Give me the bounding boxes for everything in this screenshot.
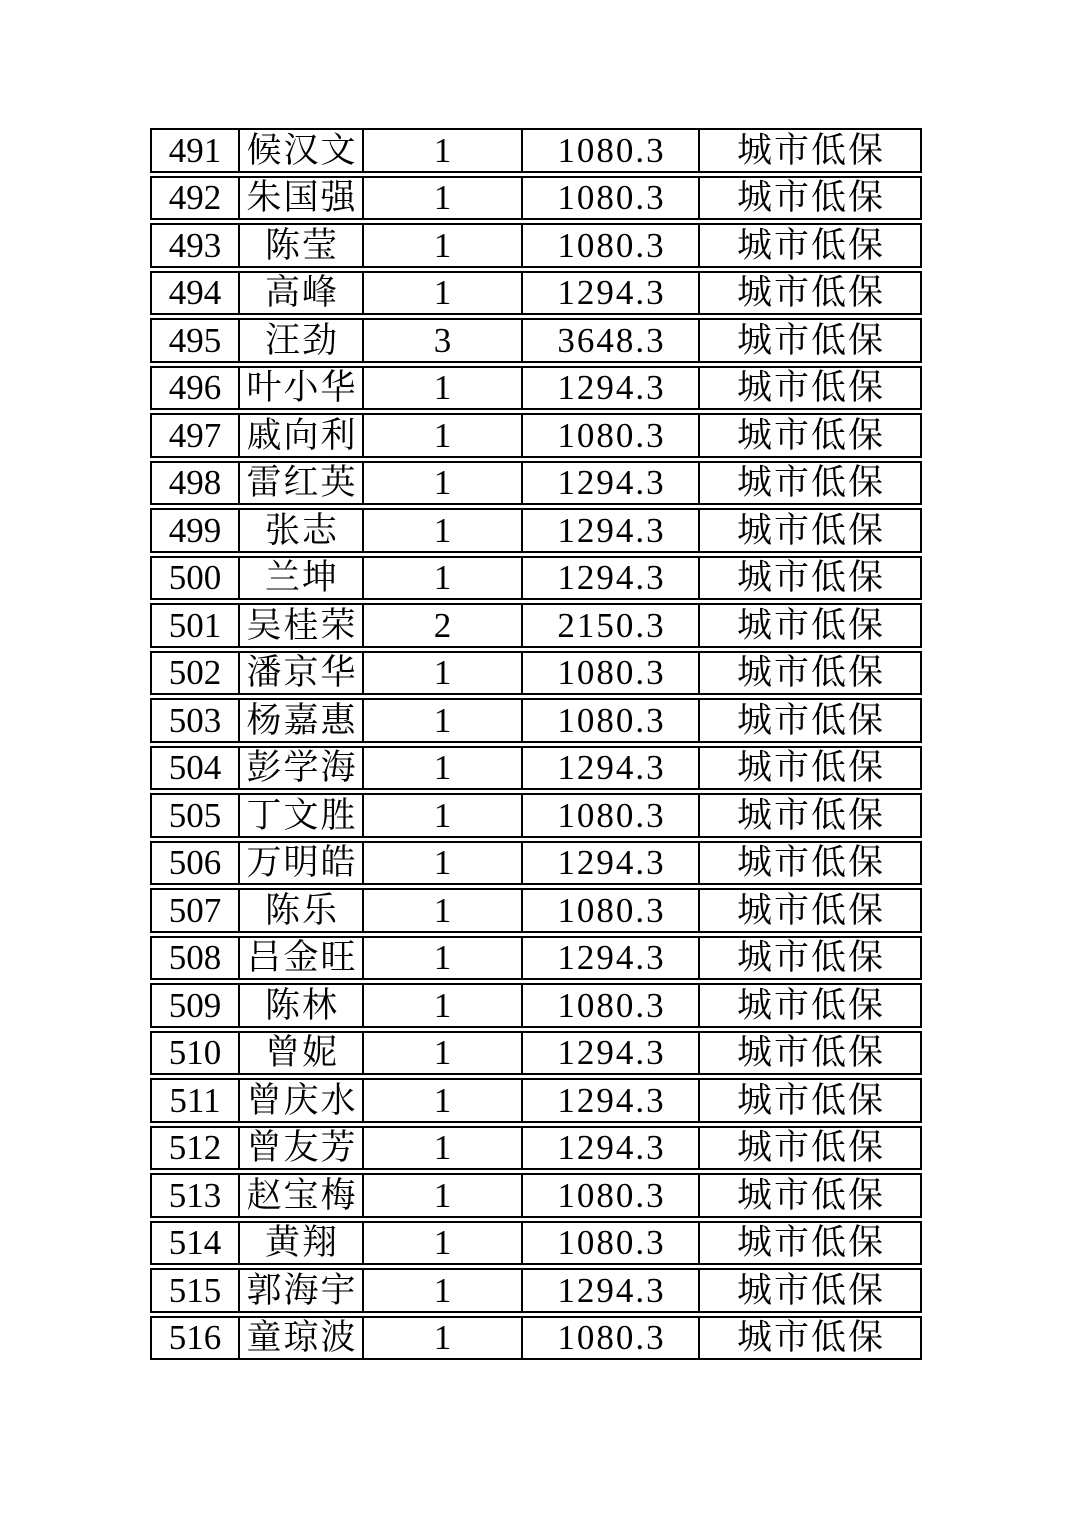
cell-category: 城市低保 [698, 653, 920, 694]
cell-amount: 1080.3 [521, 653, 698, 694]
cell-amount: 1080.3 [521, 178, 698, 219]
cell-category: 城市低保 [698, 843, 920, 884]
cell-person-name: 汪劲 [238, 320, 362, 361]
cell-amount: 1080.3 [521, 130, 698, 171]
cell-category: 城市低保 [698, 225, 920, 266]
cell-person-count: 1 [362, 985, 521, 1026]
cell-serial-number: 495 [168, 320, 222, 360]
cell-person-count: 1 [362, 890, 521, 931]
cell-category: 城市低保 [698, 1318, 920, 1359]
table-row [150, 793, 922, 838]
table-row [150, 128, 922, 173]
cell-category: 城市低保 [698, 985, 920, 1026]
cell-amount: 1294.3 [521, 1128, 698, 1169]
cell-amount: 1080.3 [521, 1175, 698, 1216]
cell-person-count: 1 [362, 510, 521, 551]
cell-person-name: 兰坤 [238, 558, 362, 599]
cell-serial-number: 514 [168, 1223, 222, 1263]
cell-amount: 1080.3 [521, 890, 698, 931]
cell-person-count: 1 [362, 1175, 521, 1216]
cell-person-name: 潘京华 [238, 653, 362, 694]
cell-category: 城市低保 [698, 1128, 920, 1169]
cell-amount: 1294.3 [521, 463, 698, 504]
cell-serial-number: 499 [168, 510, 222, 550]
table-row [150, 936, 922, 981]
cell-person-count: 1 [362, 178, 521, 219]
cell-amount: 1294.3 [521, 748, 698, 789]
cell-category: 城市低保 [698, 320, 920, 361]
cell-serial-number: 508 [168, 938, 222, 978]
cell-person-count: 1 [362, 700, 521, 741]
cell-person-count: 1 [362, 1223, 521, 1264]
cell-person-count: 1 [362, 273, 521, 314]
cell-person-count: 2 [362, 605, 521, 646]
cell-category: 城市低保 [698, 273, 920, 314]
cell-category: 城市低保 [698, 510, 920, 551]
table-row [150, 366, 922, 411]
cell-amount: 1294.3 [521, 1270, 698, 1311]
cell-person-count: 1 [362, 795, 521, 836]
table-row [150, 1078, 922, 1123]
cell-amount: 1080.3 [521, 985, 698, 1026]
table-row [150, 1173, 922, 1218]
cell-category: 城市低保 [698, 938, 920, 979]
cell-person-count: 1 [362, 463, 521, 504]
cell-person-name: 雷红英 [238, 463, 362, 504]
cell-category: 城市低保 [698, 748, 920, 789]
cell-amount: 1294.3 [521, 1033, 698, 1074]
cell-serial-number: 503 [168, 700, 222, 740]
cell-category: 城市低保 [698, 605, 920, 646]
cell-amount: 1080.3 [521, 795, 698, 836]
cell-person-name: 高峰 [238, 273, 362, 314]
cell-person-name: 郭海宇 [238, 1270, 362, 1311]
cell-amount: 1080.3 [521, 1318, 698, 1359]
cell-category: 城市低保 [698, 700, 920, 741]
cell-amount: 1294.3 [521, 273, 698, 314]
cell-category: 城市低保 [698, 1080, 920, 1121]
cell-serial-number: 510 [168, 1033, 222, 1073]
cell-person-name: 戚向利 [238, 415, 362, 456]
cell-amount: 1294.3 [521, 843, 698, 884]
cell-serial-number: 515 [168, 1270, 222, 1310]
cell-person-count: 1 [362, 1318, 521, 1359]
cell-serial-number: 501 [168, 605, 222, 645]
cell-amount: 1294.3 [521, 558, 698, 599]
cell-category: 城市低保 [698, 1033, 920, 1074]
cell-category: 城市低保 [698, 795, 920, 836]
cell-person-count: 1 [362, 225, 521, 266]
cell-serial-number: 506 [168, 843, 222, 883]
cell-amount: 1080.3 [521, 415, 698, 456]
cell-person-name: 吕金旺 [238, 938, 362, 979]
cell-serial-number: 502 [168, 653, 222, 693]
table-row [150, 1126, 922, 1171]
cell-amount: 1080.3 [521, 225, 698, 266]
cell-serial-number: 507 [168, 890, 222, 930]
cell-person-name: 陈莹 [238, 225, 362, 266]
cell-person-name: 彭学海 [238, 748, 362, 789]
table-row [150, 508, 922, 553]
cell-person-count: 1 [362, 415, 521, 456]
cell-amount: 1080.3 [521, 1223, 698, 1264]
cell-person-count: 1 [362, 130, 521, 171]
cell-serial-number: 498 [168, 463, 222, 503]
cell-amount: 1294.3 [521, 510, 698, 551]
cell-person-name: 赵宝梅 [238, 1175, 362, 1216]
cell-person-count: 1 [362, 1128, 521, 1169]
table-row [150, 223, 922, 268]
cell-person-count: 1 [362, 1080, 521, 1121]
cell-person-name: 丁文胜 [238, 795, 362, 836]
cell-serial-number: 513 [168, 1175, 222, 1215]
cell-person-name: 候汉文 [238, 130, 362, 171]
cell-amount: 3648.3 [521, 320, 698, 361]
cell-person-count: 1 [362, 843, 521, 884]
cell-serial-number: 493 [168, 225, 222, 265]
cell-person-count: 1 [362, 653, 521, 694]
table-row [150, 271, 922, 316]
benefit-table [150, 128, 922, 1363]
cell-serial-number: 504 [168, 748, 222, 788]
table-row [150, 746, 922, 791]
cell-category: 城市低保 [698, 178, 920, 219]
cell-person-count: 1 [362, 1270, 521, 1311]
table-row [150, 461, 922, 506]
cell-amount: 1294.3 [521, 368, 698, 409]
cell-category: 城市低保 [698, 1175, 920, 1216]
cell-amount: 1294.3 [521, 938, 698, 979]
cell-person-name: 杨嘉惠 [238, 700, 362, 741]
cell-person-name: 曾庆水 [238, 1080, 362, 1121]
cell-person-name: 万明皓 [238, 843, 362, 884]
cell-amount: 1080.3 [521, 700, 698, 741]
cell-category: 城市低保 [698, 1270, 920, 1311]
cell-person-name: 曾友芳 [238, 1128, 362, 1169]
cell-serial-number: 505 [168, 795, 222, 835]
cell-person-count: 3 [362, 320, 521, 361]
cell-category: 城市低保 [698, 1223, 920, 1264]
cell-serial-number: 509 [168, 985, 222, 1025]
table-row [150, 413, 922, 458]
cell-person-name: 叶小华 [238, 368, 362, 409]
cell-serial-number: 512 [168, 1128, 222, 1168]
cell-serial-number: 494 [168, 273, 222, 313]
table-row [150, 698, 922, 743]
cell-person-name: 童琼波 [238, 1318, 362, 1359]
table-row [150, 841, 922, 886]
cell-category: 城市低保 [698, 463, 920, 504]
cell-serial-number: 492 [168, 178, 222, 218]
cell-amount: 1294.3 [521, 1080, 698, 1121]
cell-person-name: 曾妮 [238, 1033, 362, 1074]
table-row [150, 176, 922, 221]
cell-person-count: 1 [362, 748, 521, 789]
cell-serial-number: 497 [168, 415, 222, 455]
table-row [150, 651, 922, 696]
cell-serial-number: 500 [168, 558, 222, 598]
cell-serial-number: 511 [169, 1080, 221, 1120]
table-row [150, 1268, 922, 1313]
cell-serial-number: 516 [168, 1318, 222, 1358]
cell-serial-number: 496 [168, 368, 222, 408]
table-row [150, 603, 922, 648]
cell-person-count: 1 [362, 558, 521, 599]
cell-person-name: 吴桂荣 [238, 605, 362, 646]
table-row [150, 983, 922, 1028]
cell-person-name: 陈乐 [238, 890, 362, 931]
table-row [150, 318, 922, 363]
cell-person-name: 黄翔 [238, 1223, 362, 1264]
table-row [150, 556, 922, 601]
cell-category: 城市低保 [698, 890, 920, 931]
table-row [150, 1031, 922, 1076]
cell-person-name: 朱国强 [238, 178, 362, 219]
cell-person-count: 1 [362, 368, 521, 409]
cell-category: 城市低保 [698, 368, 920, 409]
cell-category: 城市低保 [698, 130, 920, 171]
cell-category: 城市低保 [698, 415, 920, 456]
table-row [150, 1221, 922, 1266]
cell-person-count: 1 [362, 938, 521, 979]
table-row [150, 888, 922, 933]
cell-serial-number: 491 [168, 130, 222, 170]
cell-person-count: 1 [362, 1033, 521, 1074]
cell-category: 城市低保 [698, 558, 920, 599]
table-row [150, 1316, 922, 1361]
cell-person-name: 陈林 [238, 985, 362, 1026]
cell-amount: 2150.3 [521, 605, 698, 646]
cell-person-name: 张志 [238, 510, 362, 551]
